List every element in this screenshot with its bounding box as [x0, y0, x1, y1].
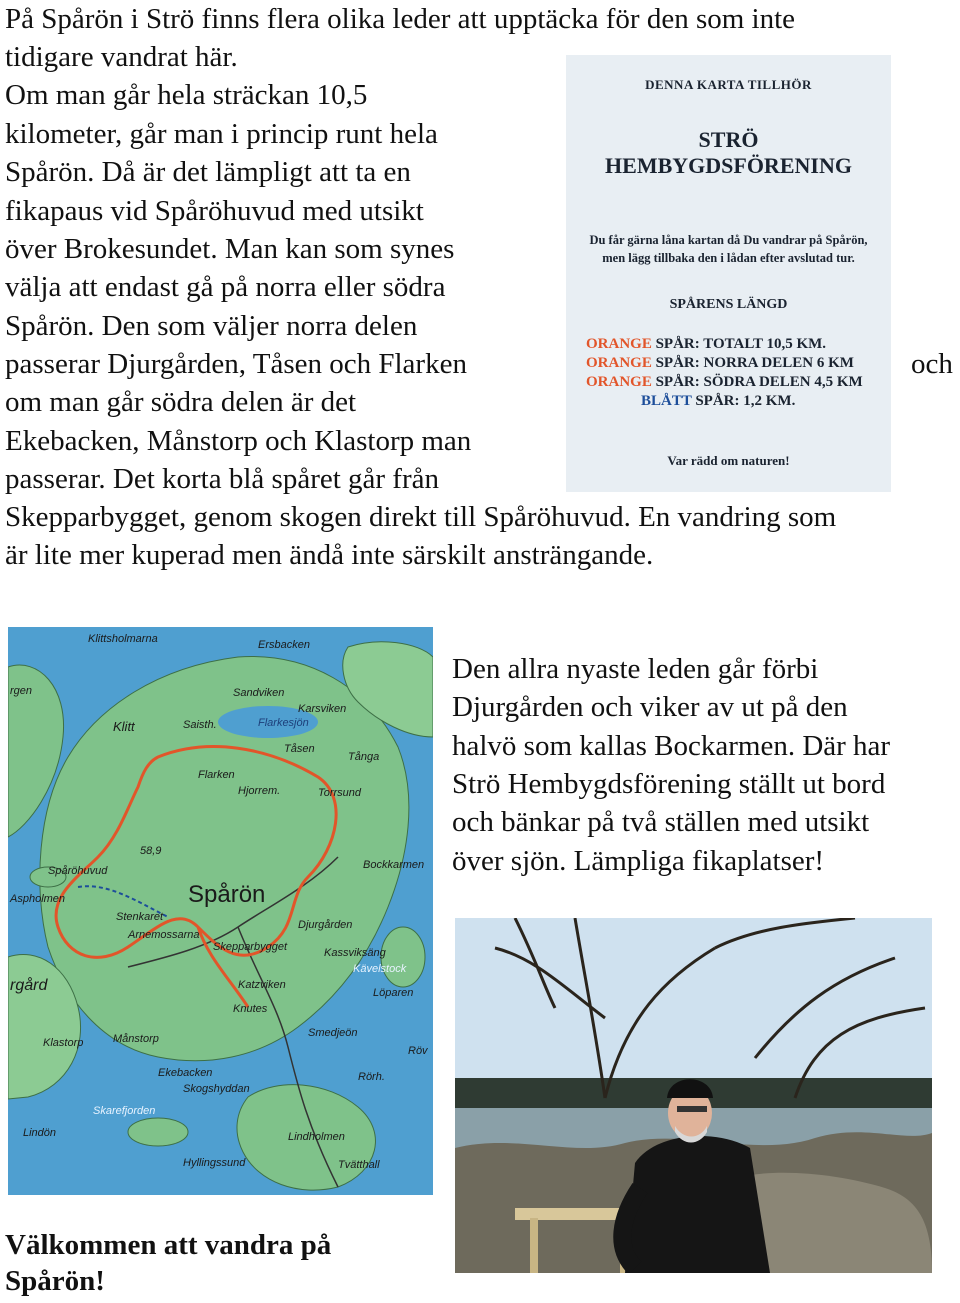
map-label-skogshyddan: Skogshyddan [183, 1083, 250, 1095]
map-islet-3 [128, 1118, 188, 1146]
intro-line-14: Skepparbygget, genom skogen direkt till Spåröhuvud. En vandring som [5, 501, 837, 533]
map-label-katzviken: Katzviken [238, 979, 286, 991]
intro-line-9: Spårön. Den som väljer norra delen [5, 310, 418, 342]
map-label-skepparbygget: Skepparbygget [213, 941, 287, 953]
sign-title-1: STRÖ [698, 127, 759, 152]
map-label-aspholmen: Aspholmen [10, 893, 66, 905]
sign-footer: Var rädd om naturen! [667, 453, 790, 468]
intro-line-12: Ekebacken, Månstorp och Klastorp man [5, 425, 472, 457]
map-label-row: Röv [408, 1045, 428, 1057]
right-line-3: halvö som kallas Bockarmen. Där har [452, 730, 891, 762]
map-label-smedjeon: Smedjeön [308, 1027, 358, 1039]
map-label-kavelstock: Kävelstock [353, 963, 407, 975]
intro-line-10: passerar Djurgården, Tåsen och Flarken [5, 348, 467, 380]
sign-track-2: ORANGE SPÅR: NORRA DELEN 6 KM [586, 355, 854, 371]
map-drawing [8, 627, 433, 1195]
person-at-bench-photo [455, 918, 932, 1273]
map-label-flarken: Flarken [198, 769, 235, 781]
map-label-torrsund: Torrsund [318, 787, 362, 799]
map-label-flarkesjon: Flarkesjön [258, 717, 309, 729]
map-label-tvatthall: Tvätthall [338, 1159, 380, 1171]
map-label-hjorrem: Hjorrem. [238, 785, 281, 797]
intro-och: och [911, 348, 953, 380]
intro-line-1: På Spårön i Strö finns flera olika leder att upptäcka för den som inte [5, 3, 796, 35]
intro-line-7: över Brokesundet. Man kan som synes [5, 233, 455, 265]
map-label-klitt: Klitt [113, 719, 135, 734]
right-line-5: och bänkar på två ställen med utsikt [452, 806, 870, 838]
map-label-sandviken: Sandviken [233, 687, 285, 699]
welcome-line-1: Välkommen att vandra på [5, 1229, 332, 1261]
map-label-ekebacken: Ekebacken [158, 1067, 213, 1079]
map-label-tasen: Tåsen [284, 743, 315, 755]
map-label-sparohuvud: Spåröhuvud [48, 865, 108, 877]
map-label-klittsholmarna: Klittsholmarna [88, 633, 158, 645]
map-label-kassviksang: Kassviksäng [324, 947, 386, 959]
map-label-manstorp: Månstorp [113, 1033, 159, 1045]
sign-note-1: Du får gärna låna kartan då Du vandrar på Spårön, [589, 233, 868, 247]
map-title: Spårön [188, 881, 266, 908]
sign-track-list [586, 335, 863, 411]
sign-track-4: BLÅTT SPÅR: 1,2 KM. [641, 393, 796, 409]
map-label-gard: rgård [10, 977, 48, 994]
intro-line-4: kilometer, går man i princip runt hela [5, 118, 438, 150]
sign-title-2: HEMBYGDSFÖRENING [605, 153, 852, 178]
sign-note-2: men lägg tillbaka den i lådan efter avslutad tur. [602, 251, 855, 265]
intro-line-5: Spårön. Då är det lämpligt att ta en [5, 156, 411, 188]
intro-line-8: välja att endast gå på norra eller södra [5, 271, 446, 303]
sign-track-1: ORANGE SPÅR: TOTALT 10,5 KM. [586, 336, 827, 352]
map-label-klastorp: Klastorp [43, 1037, 84, 1049]
intro-line-15: är lite mer kuperad men ändå inte särskilt ansträngande. [5, 539, 654, 571]
map-label-saisth: Saisth. [183, 719, 217, 731]
map-label-skarefjorden: Skarefjorden [93, 1105, 156, 1117]
welcome-line-2: Spårön! [5, 1265, 105, 1297]
map-label-bockkarmen: Bockkarmen [363, 859, 425, 871]
sign-owner: DENNA KARTA TILLHÖR [645, 77, 812, 92]
map-label-knutes: Knutes [233, 1003, 268, 1015]
right-line-6: över sjön. Lämpliga fikaplatser! [452, 845, 825, 877]
right-line-4: Strö Hembygdsförening ställt ut bord [452, 768, 886, 800]
map-label-lindholmen: Lindholmen [288, 1131, 345, 1143]
intro-line-2: tidigare vandrat här. [5, 41, 238, 73]
intro-line-11: om man går södra delen är det [5, 386, 357, 418]
map-islet-2 [381, 927, 425, 987]
intro-line-3: Om man går hela sträckan 10,5 [5, 79, 368, 111]
map-label-djurgarden: Djurgården [298, 919, 353, 931]
map-label-lindon: Lindön [23, 1127, 57, 1139]
map-label-ersbacken: Ersbacken [258, 639, 310, 651]
map-label-karsviken: Karsviken [298, 703, 347, 715]
map-label-lopare: Löparen [373, 987, 414, 999]
trail-map-photo [8, 627, 433, 1195]
trail-sign-photo [566, 55, 891, 492]
map-label-arnemossarna: Arnemossarna [128, 929, 200, 941]
intro-line-13: passerar. Det korta blå spåret går från [5, 463, 439, 495]
sign-length-heading: SPÅRENS LÄNGD [669, 297, 788, 312]
person-photo-drawing [455, 918, 932, 1273]
map-label-tanga: Tånga [348, 751, 380, 763]
right-line-1: Den allra nyaste leden går förbi [452, 653, 819, 685]
map-label-rgen: rgen [10, 685, 33, 697]
map-label-rorh: Rörh. [358, 1071, 385, 1083]
map-label-elevation: 58,9 [140, 845, 162, 857]
intro-line-6: fikapaus vid Spåröhuvud med utsikt [5, 195, 424, 227]
map-label-stenkaret: Stenkaret [116, 911, 164, 923]
right-line-2: Djurgården och viker av ut på den [452, 691, 848, 723]
map-label-hyllingssund: Hyllingssund [183, 1157, 246, 1169]
sign-track-3: ORANGE SPÅR: SÖDRA DELEN 4,5 KM [586, 374, 863, 390]
